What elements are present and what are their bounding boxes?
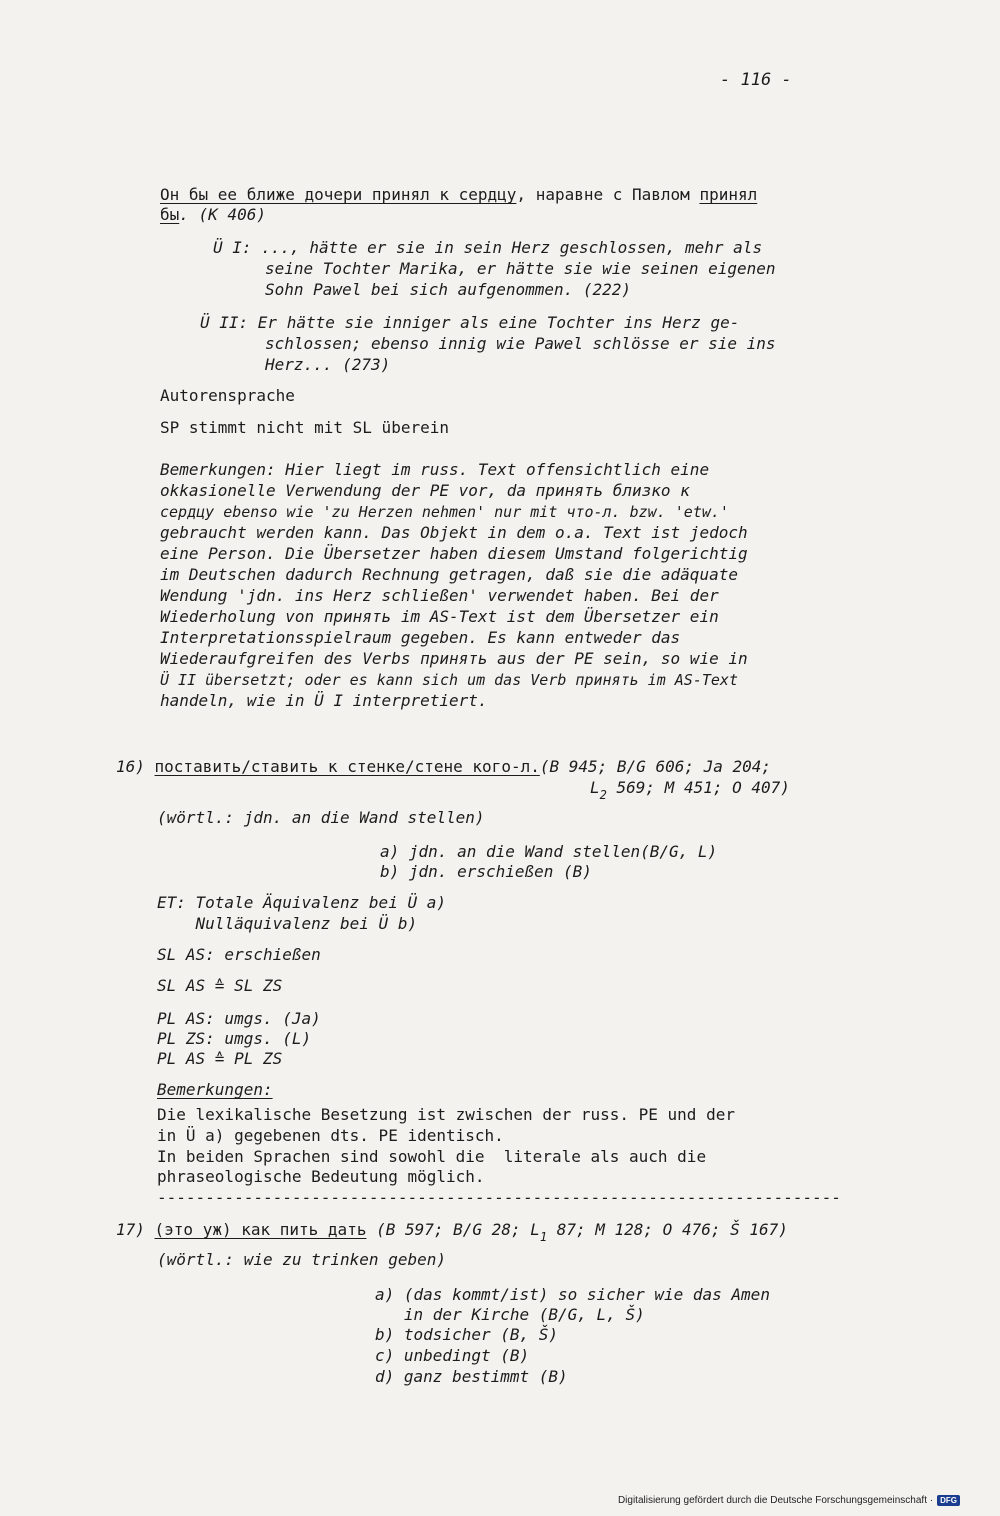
remarks-line-2: okkasionelle Verwendung der PE vor, da принять близко к xyxy=(160,481,690,500)
entry-17-meaning-b: b) todsicher (B, Š) xyxy=(375,1325,559,1344)
entry-17-heading: 17) (это уж) как пить дать (B 597; B/G 28; $L_1$ 87; M 128; O 476; Š 167) xyxy=(116,1220,788,1244)
label-sp-sl: SP stimmt nicht mit SL überein xyxy=(160,418,449,437)
translation-1-line-1: Ü I: ..., hätte er sie in sein Herz geschlossen, mehr als xyxy=(213,238,763,257)
footer-text: Digitalisierung gefördert durch die Deutsche Forschungsgemeinschaft · xyxy=(617,1495,934,1506)
remarks-line-12: handeln, wie in Ü I interpretiert. xyxy=(160,691,488,710)
entry-16-pl-equiv: PL AS ≙ PL ZS xyxy=(157,1049,283,1068)
translation-1-line-2: seine Tochter Marika, er hätte sie wie seinen eigenen xyxy=(265,259,776,278)
entry-16-remarks-4: phraseologische Bedeutung möglich. xyxy=(157,1167,485,1186)
translation-2-line-3: Herz... (273) xyxy=(265,355,391,374)
entry-16-pl-as: PL AS: umgs. (Ja) xyxy=(157,1009,321,1028)
entry-16-heading: 16) поставить/ставить к стенке/стене кого-л.(B 945; B/G 606; Ja 204; xyxy=(116,757,772,776)
entry-17-meaning-a-1: a) (das kommt/ist) so sicher wie das Amen xyxy=(375,1285,770,1304)
remarks-line-7: Wendung 'jdn. ins Herz schließen' verwendet haben. Bei der xyxy=(160,586,719,605)
translation-2-line-1: Ü II: Er hätte sie inniger als eine Tochter ins Herz ge- xyxy=(200,313,740,332)
entry-16-remarks-heading: Bemerkungen: xyxy=(157,1080,273,1099)
remarks-line-10: Wiederaufgreifen des Verbs принять aus der PE sein, so wie in xyxy=(160,649,748,668)
dfg-logo: DFG xyxy=(937,1495,960,1506)
entry-16-pl-zs: PL ZS: umgs. (L) xyxy=(157,1029,312,1048)
entry-16-et-2: Nulläquivalenz bei Ü b) xyxy=(157,914,418,933)
entry-16-literal: (wörtl.: jdn. an die Wand stellen) xyxy=(157,808,485,827)
footer xyxy=(618,1495,960,1506)
entry-16-sl-equiv: SL AS ≙ SL ZS xyxy=(157,976,283,995)
entry-16-meaning-a: a) jdn. an die Wand stellen(B/G, L) xyxy=(380,842,718,861)
entry-17-meaning-a-2: in der Kirche (B/G, L, Š) xyxy=(375,1305,645,1324)
entry-17-meaning-c: c) unbedingt (B) xyxy=(375,1346,530,1365)
entry-16-remarks-3: In beiden Sprachen sind sowohl die literale als auch die xyxy=(157,1147,707,1166)
remarks-line-5: eine Person. Die Übersetzer haben diesem Umstand folgerichtig xyxy=(160,544,748,563)
entry-16-sl-as: SL AS: erschießen xyxy=(157,945,321,964)
entry-16-remarks-1: Die lexikalische Besetzung ist zwischen der russ. PE und der xyxy=(157,1105,735,1124)
remarks-line-11: Ü II übersetzt; oder es kann sich um das Verb принять im AS-Text xyxy=(160,671,738,689)
remarks-line-3: сердцу ebenso wie 'zu Herzen nehmen' nur mit что-л. bzw. 'etw.' xyxy=(160,503,729,521)
remarks-line-4: gebraucht werden kann. Das Objekt in dem o.a. Text ist jedoch xyxy=(160,523,748,542)
entry-17-literal: (wörtl.: wie zu trinken geben) xyxy=(157,1250,446,1269)
separator-dashes: ----------------------------------------------------------------------- xyxy=(157,1188,841,1207)
russian-sentence-line-1: Он бы ее ближе дочери принял к сердцу, наравне с Павлом принял xyxy=(160,185,758,204)
remarks-line-1: Bemerkungen: Hier liegt im russ. Text offensichtlich eine xyxy=(160,460,710,479)
entry-16-et-1: ET: Totale Äquivalenz bei Ü a) xyxy=(157,893,446,912)
translation-1-line-3: Sohn Pawel bei sich aufgenommen. (222) xyxy=(265,280,632,299)
remarks-line-9: Interpretationsspielraum gegeben. Es kann entweder das xyxy=(160,628,681,647)
entry-16-sources: $L_2$ 569; M 451; O 407) xyxy=(590,778,790,802)
remarks-line-8: Wiederholung von принять im AS-Text ist dem Übersetzer ein xyxy=(160,607,719,626)
russian-sentence-line-2: бы. (K 406) xyxy=(160,205,266,224)
translation-2-line-2: schlossen; ebenso innig wie Pawel schlösse er sie ins xyxy=(265,334,776,353)
remarks-line-6: im Deutschen dadurch Rechnung getragen, daß sie die adäquate xyxy=(160,565,738,584)
entry-17-meaning-d: d) ganz bestimmt (B) xyxy=(375,1367,568,1386)
entry-16-meaning-b: b) jdn. erschießen (B) xyxy=(380,862,592,881)
entry-16-remarks-2: in Ü a) gegebenen dts. PE identisch. xyxy=(157,1126,504,1145)
label-autorensprache: Autorensprache xyxy=(160,386,295,405)
page-number: - 116 - xyxy=(720,70,792,90)
